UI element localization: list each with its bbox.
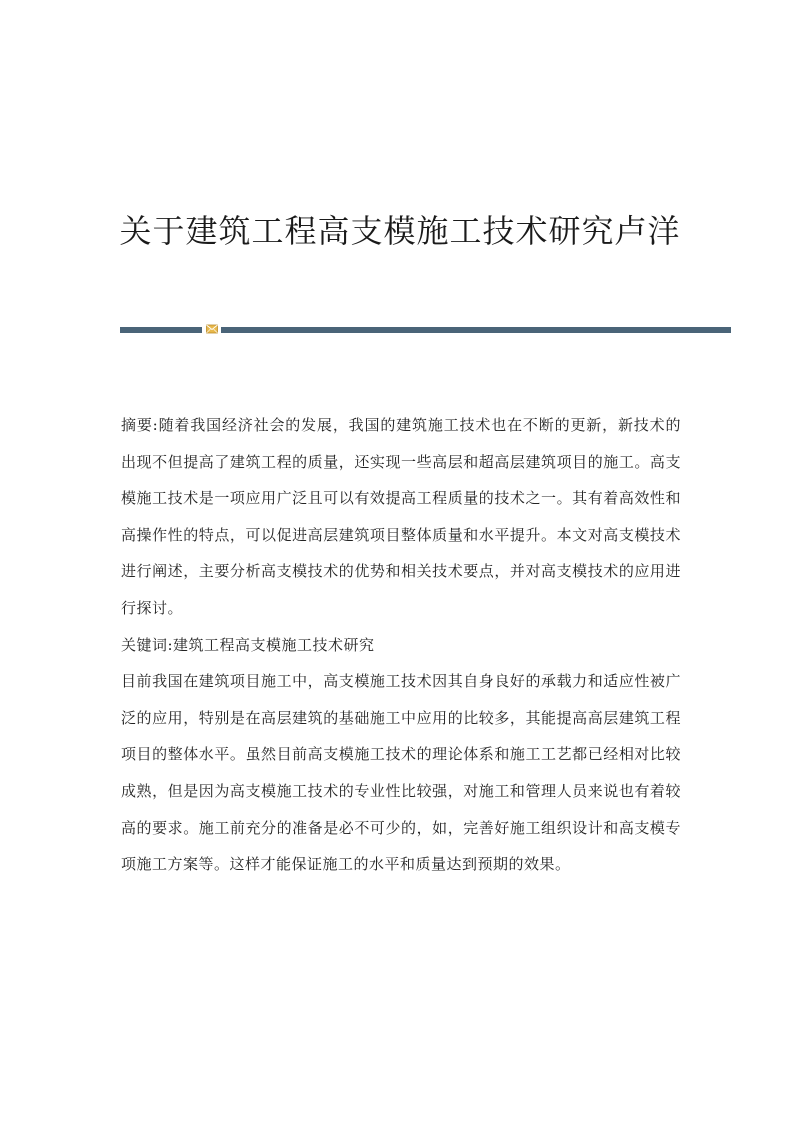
divider-bar-left (120, 327, 202, 333)
keywords-paragraph: 关键词:建筑工程高支模施工技术研究 (121, 635, 375, 654)
envelope-ornament-icon (206, 324, 218, 334)
document-body (121, 407, 681, 883)
abstract-paragraph: 摘要:随着我国经济社会的发展，我国的建筑施工技术也在不断的更新，新技术的出现不但提高了建筑工程的质量，还实现一些高层和超高层建筑项目的施工。高支模施工技术是一项应用广泛且可以有效提高工程质量的技术之一。其有着高效性和高操作性的特点，可以促进高层建筑项目整体质量和水平提升。本文对高支模技术进行阐述，主要分析高支模技术的优势和相关技术要点，并对高支模技术的应用进行探讨。 (121, 416, 681, 617)
title-divider (120, 326, 731, 334)
body-paragraph: 目前我国在建筑项目施工中，高支模施工技术因其自身良好的承载力和适应性被广泛的应用，特别是在高层建筑的基础施工中应用的比较多，其能提高高层建筑工程项目的整体水平。虽然目前高支模施工技术的理论体系和施工工艺都已经相对比较成熟，但是因为高支模施工技术的专业性比较强，对施工和管理人员来说也有着较高的要求。施工前充分的准备是必不可少的，如，完善好施工组织设计和高支模专项施工方案等。这样才能保证施工的水平和质量达到预期的效果。 (121, 672, 681, 874)
page-title: 关于建筑工程高支模施工技术研究卢洋 (119, 212, 681, 251)
divider-bar-right (221, 327, 731, 333)
